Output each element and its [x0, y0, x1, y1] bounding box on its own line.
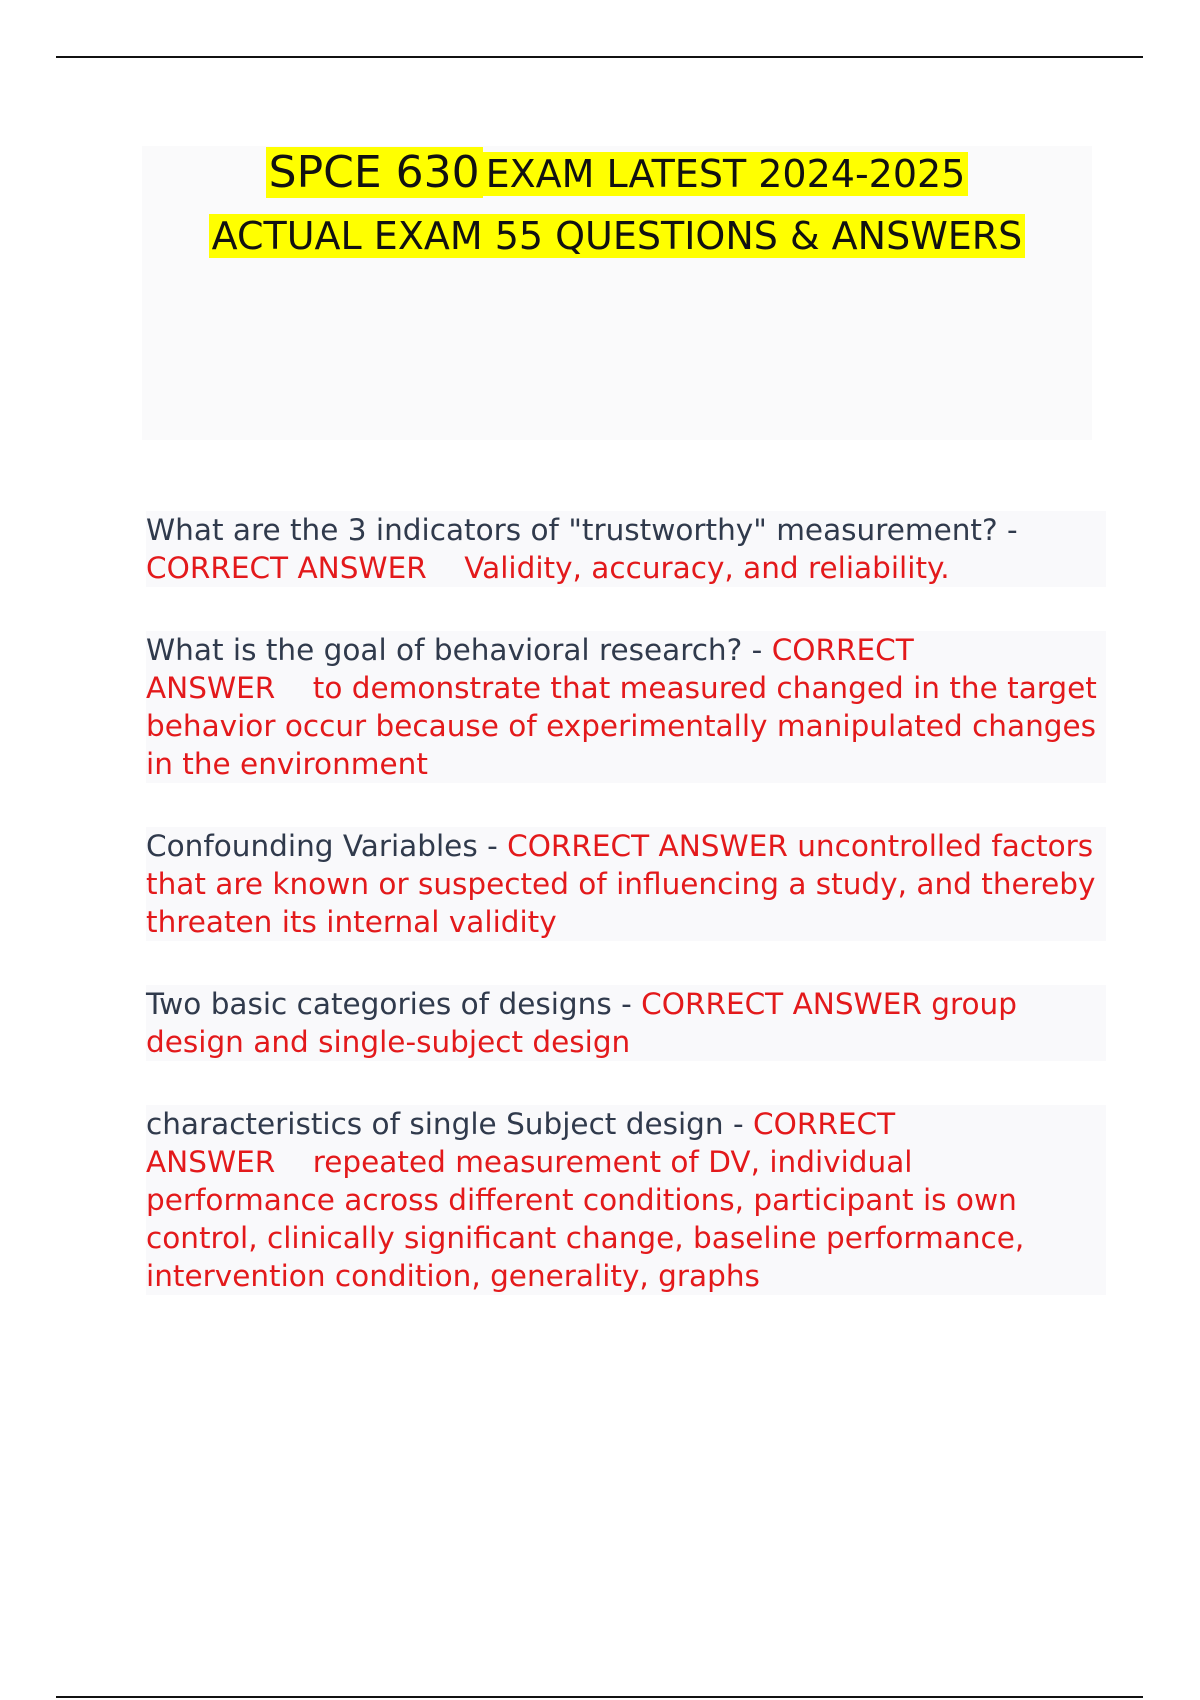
qa-item	[146, 985, 1106, 1061]
qa-item	[146, 1105, 1106, 1295]
question-text: Confounding Variables	[146, 829, 478, 863]
answer-label: CORRECT ANSWER	[507, 829, 788, 863]
qa-item	[146, 827, 1106, 941]
qa-list	[146, 511, 1106, 1339]
top-rule	[56, 56, 1143, 58]
question-text: What is the goal of behavioral research?	[146, 633, 743, 667]
separator: -	[477, 829, 508, 863]
question-text: Two basic categories of designs	[146, 987, 612, 1021]
answer-label: CORRECT ANSWER	[146, 1107, 896, 1179]
qa-item	[146, 631, 1106, 783]
title-line-1	[142, 146, 1092, 209]
answer-label: CORRECT ANSWER	[641, 987, 922, 1021]
separator: -	[997, 513, 1018, 547]
title-line-2-text: ACTUAL EXAM 55 QUESTIONS & ANSWERS	[209, 214, 1026, 258]
answer-text: group design and single-subject design	[146, 987, 1017, 1059]
title-block	[142, 146, 1092, 440]
course-code: SPCE 630	[266, 147, 483, 198]
separator: -	[742, 633, 772, 667]
bottom-rule	[56, 1696, 1143, 1698]
title-line-1-rest: EXAM LATEST 2024-2025	[483, 152, 969, 196]
question-text: What are the 3 indicators of "trustworthy" measurement?	[146, 513, 998, 547]
answer-label: CORRECT ANSWER	[146, 551, 427, 585]
separator: -	[611, 987, 642, 1021]
answer-text: uncontrolled factors that are known or suspected of influencing a study, and thereby threaten its internal validity	[146, 829, 1096, 939]
answer-text: to demonstrate that measured changed in the target behavior occur because of experimentally manipulated changes in the environment	[146, 671, 1097, 781]
title-line-2	[142, 209, 1092, 271]
answer-label: CORRECT ANSWER	[146, 633, 914, 705]
answer-text: Validity, accuracy, and reliability.	[464, 551, 950, 585]
answer-text: repeated measurement of DV, individual performance across different conditions, participant is own control, clinically significant change, baseline performance, intervention condition, generality, graphs	[146, 1145, 1025, 1293]
separator: -	[723, 1107, 754, 1141]
question-text: characteristics of single Subject design	[146, 1107, 724, 1141]
qa-item	[146, 511, 1106, 587]
